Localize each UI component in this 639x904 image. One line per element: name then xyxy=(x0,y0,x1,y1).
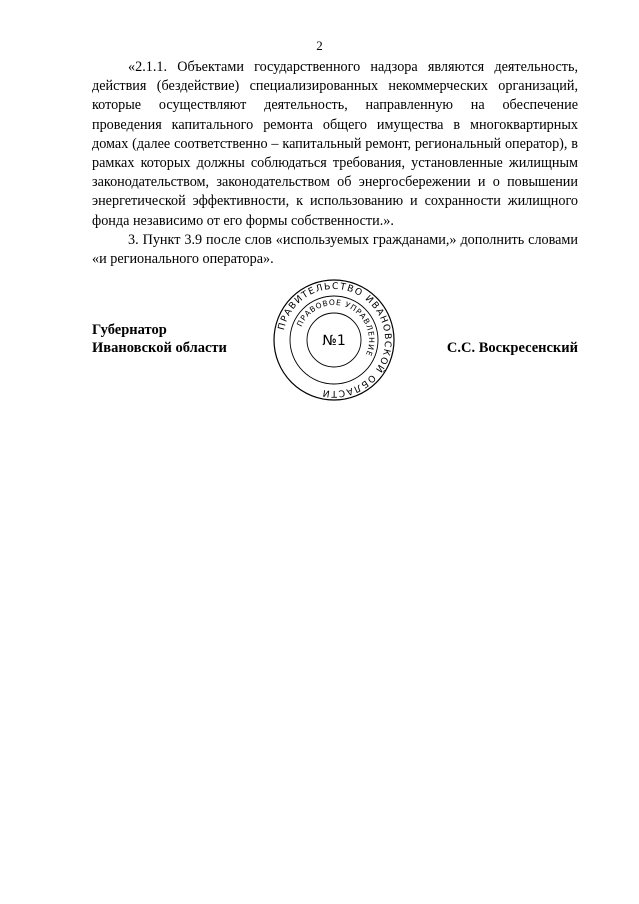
signer-title-line-2: Ивановской области xyxy=(92,340,227,356)
document-body xyxy=(92,58,578,269)
signer-title xyxy=(92,321,227,357)
official-seal-stamp xyxy=(272,278,396,402)
signer-title-line-1: Губернатор xyxy=(92,322,167,338)
page-number: 2 xyxy=(316,38,323,53)
seal-outer-text: ПРАВИТЕЛЬСТВО ИВАНОВСКОЙ ОБЛАСТИ xyxy=(276,280,394,400)
seal-center-number: №1 xyxy=(322,333,346,349)
signer-name: С.С. Воскресенский xyxy=(446,340,578,356)
seal-inner-text: ПРАВОВОЕ УПРАВЛЕНИЕ xyxy=(295,297,377,358)
paragraph-point-3: 3. Пункт 3.9 после слов «используемых гражданами,» дополнить словами «и регионального оператора». xyxy=(92,231,578,268)
paragraph-clause-2-1-1: «2.1.1. Объектами государственного надзора являются деятельность, действия (бездействие) специализированных некоммерческих организаций, которые осуществляют деятельность, направленную на обеспечение проведения капитального ремонта общего имущества в многоквартирных домах (далее соответственно – капитальный ремонт, региональный оператор), в рамках которых должны соблюдаться требования, установленные жилищным законодательством, законодательством об энергосбережении и о повышении энергетической эффективности, к использованию и сохранности жилищного фонда независимо от его формы собственности.». xyxy=(92,59,578,229)
